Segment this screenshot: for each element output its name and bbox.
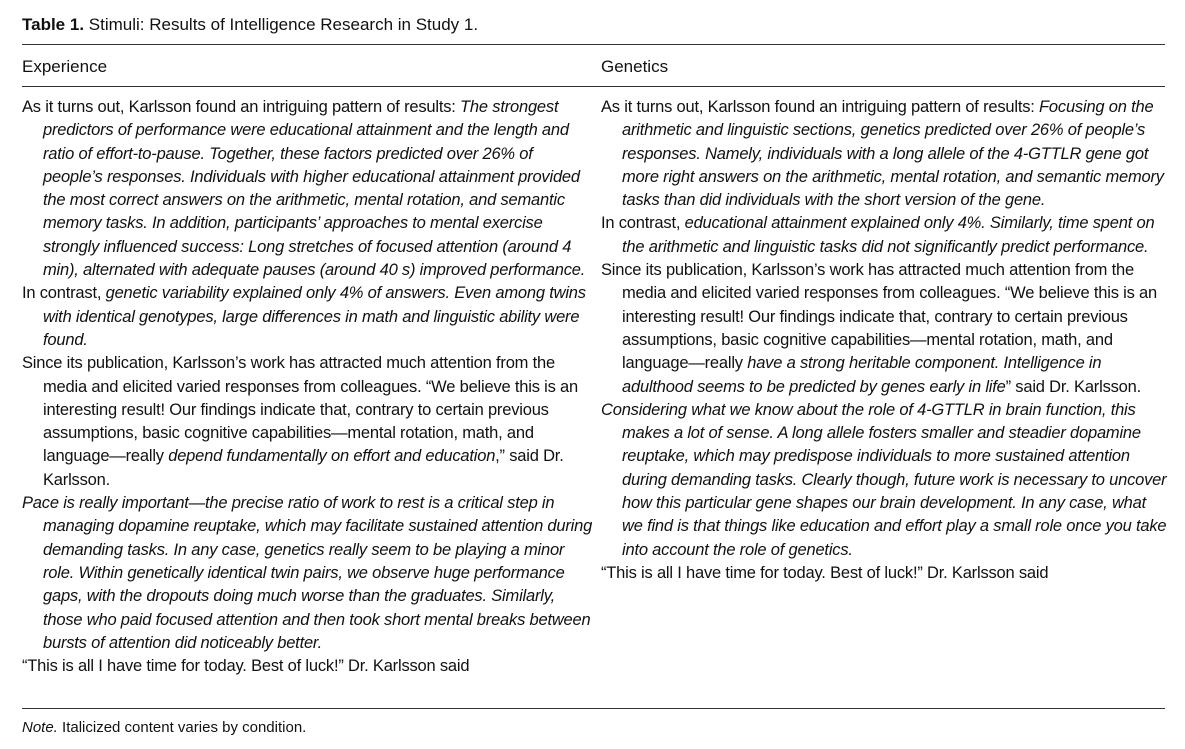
table-caption-text: Stimuli: Results of Intelligence Research in Study 1. bbox=[88, 15, 479, 34]
table-note-label: Note. bbox=[22, 719, 58, 736]
top-rule bbox=[22, 44, 1165, 45]
genetics-paragraph bbox=[601, 212, 1171, 259]
experience-paragraph bbox=[22, 492, 596, 655]
text-run: “This is all I have time for today. Best of luck!” Dr. Karlsson said bbox=[601, 563, 1049, 582]
text-run: Since its publication, Karlsson’s work has attracted much attention from the media and elicited varied responses from colleagues. “We believe this is an interesting result! Our findings indicate that, contrary to certain previous assumptions, basic cognitive capabilities—mental rotation, math, and language—really bbox=[22, 354, 578, 466]
italic-text-run: Focusing on the arithmetic and linguistic sections, genetics predicted over 26% of people’s responses. Namely, individuals with a long allele of the 4-GTTLR gene got more right answers on the arithmetic, mental rotation, and semantic memory tasks than did individuals with the short version of the gene. bbox=[622, 98, 1164, 210]
experience-paragraph bbox=[22, 282, 596, 352]
text-run: In contrast, bbox=[22, 284, 106, 303]
column-header-genetics: Genetics bbox=[601, 57, 669, 76]
table-caption bbox=[22, 13, 478, 37]
text-run: “This is all I have time for today. Best of luck!” Dr. Karlsson said bbox=[22, 657, 470, 676]
text-run: ” said Dr. Karlsson. bbox=[1005, 377, 1142, 396]
italic-text-run: Pace is really important—the precise ratio of work to rest is a critical step in managing dopamine reuptake, which may facilitate sustained attention during demanding tasks. In any case, genetics really seem to be playing a minor role. Within genetically identical twin pairs, we observe huge performance gaps, with the dropouts doing much worse than the graduates. Similarly, those who paid focused attention and then took short mental breaks between bursts of attention did noticeably better. bbox=[22, 494, 593, 652]
table-note bbox=[22, 718, 306, 738]
genetics-paragraph bbox=[601, 96, 1171, 212]
experience-paragraph bbox=[22, 96, 596, 282]
bottom-rule bbox=[22, 708, 1165, 709]
genetics-column bbox=[601, 96, 1171, 585]
experience-paragraph bbox=[22, 655, 596, 678]
column-header-experience: Experience bbox=[22, 57, 108, 76]
genetics-paragraph bbox=[601, 562, 1171, 585]
header-rule bbox=[22, 86, 1165, 87]
text-run: As it turns out, Karlsson found an intriguing pattern of results: bbox=[22, 98, 461, 116]
text-run: Since its publication, Karlsson’s work has attracted much attention from the media and elicited varied responses from colleagues. “We believe this is an interesting result! Our findings indicate that, contrary to certain previous assumptions, basic cognitive capabilities—mental rotation, math, and language—really bbox=[601, 261, 1157, 373]
italic-text-run: The strongest predictors of performance were educational attainment and the length and ratio of effort-to-pause. Together, these factors predicted over 26% of people’s responses. Individuals with higher educational attainment provided the most correct answers on the arithmetic, mental rotation, and semantic memory tasks. In addition, participants’ approaches to mental exercise strongly influenced success: Long stretches of focused attention (around 4 min), alternated with adequate pauses (around 40 s) improved performance. bbox=[43, 98, 586, 280]
italic-text-run: depend fundamentally on effort and education bbox=[168, 447, 496, 466]
italic-text-run: have a strong heritable component. Intelligence in adulthood seems to be predicted by genes early in life bbox=[622, 354, 1102, 396]
italic-text-run: educational attainment explained only 4%. Similarly, time spent on the arithmetic and linguistic tasks did not significantly predict performance. bbox=[622, 214, 1155, 256]
table-note-text: Italicized content varies by condition. bbox=[62, 719, 307, 736]
experience-column bbox=[22, 96, 596, 678]
text-run: As it turns out, Karlsson found an intriguing pattern of results: bbox=[601, 98, 1040, 116]
text-run: In contrast, bbox=[601, 214, 685, 233]
table-caption-label: Table 1. bbox=[22, 15, 85, 34]
genetics-paragraph bbox=[601, 399, 1171, 562]
italic-text-run: Considering what we know about the role of 4-GTTLR in brain function, this makes a lot of sense. A long allele fosters smaller and steadier dopamine reuptake, which may predispose individuals to more sustained attention during demanding tasks. Clearly though, future work is necessary to uncover how this particular gene shapes our brain development. In any case, what we find is that things like education and effort play a small role once you take into account the role of genetics. bbox=[601, 400, 1167, 559]
text-run: ,” said Dr. Karlsson. bbox=[43, 447, 564, 489]
genetics-paragraph bbox=[601, 259, 1171, 399]
experience-paragraph bbox=[22, 352, 596, 492]
italic-text-run: genetic variability explained only 4% of answers. Even among twins with identical genotypes, large differences in math and linguistic ability were found. bbox=[43, 284, 586, 349]
